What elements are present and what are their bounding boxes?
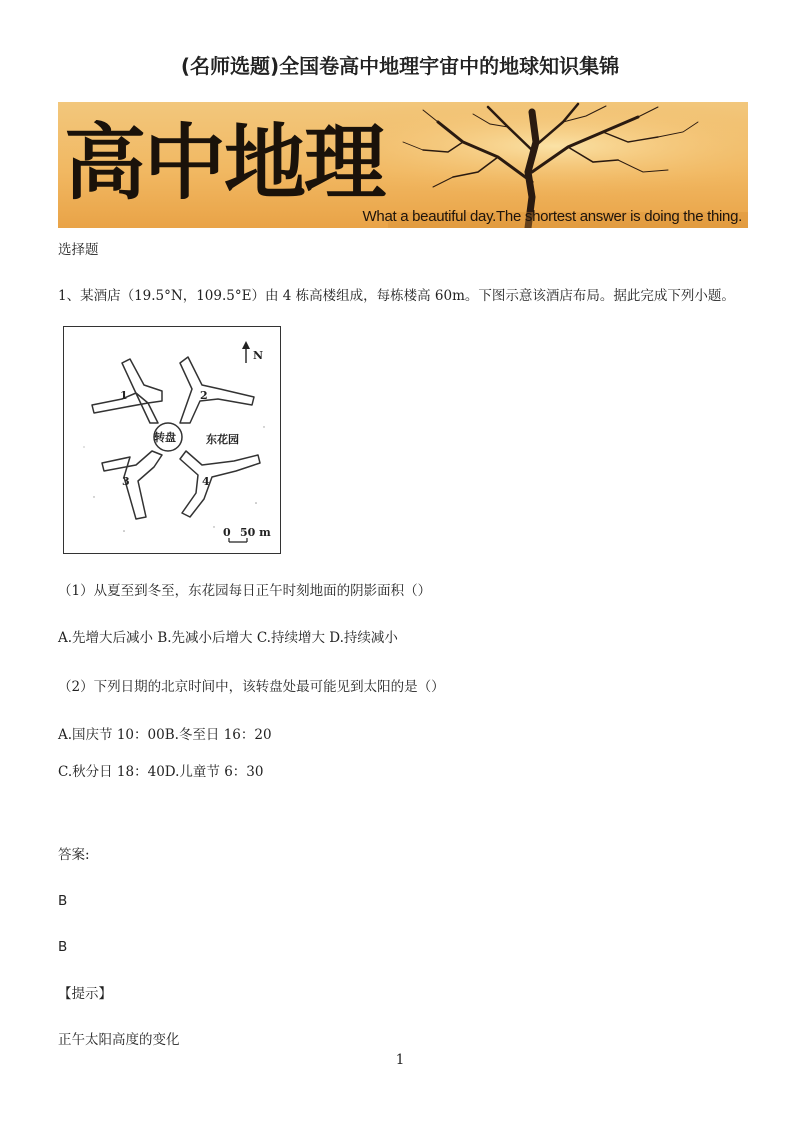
banner-caption: What a beautiful day.The shortest answer is doing the thing. bbox=[362, 208, 742, 225]
hint-text: 正午太阳高度的变化 bbox=[58, 1032, 180, 1048]
subquestion-2-prompt: （2）下列日期的北京时间中，该转盘处最可能见到太阳的是（） bbox=[58, 679, 445, 695]
scale-value-label: 50 m bbox=[240, 526, 271, 539]
hint-label: 【提示】 bbox=[58, 986, 112, 1002]
subquestion-1-options: A.先增大后减小 B.先减小后增大 C.持续增大 D.持续减小 bbox=[58, 630, 398, 646]
building-4-shape bbox=[180, 451, 260, 517]
answer-2: B bbox=[58, 939, 68, 955]
building-2-label: 2 bbox=[200, 389, 208, 402]
building-3-label: 3 bbox=[122, 475, 130, 488]
subquestion-1-prompt: （1）从夏至到冬至，东花园每日正午时刻地面的阴影面积（） bbox=[58, 583, 432, 599]
banner-heading: 高中地理 bbox=[64, 115, 385, 211]
subquestion-2-options-line1: A.国庆节 10：00B.冬至日 16：20 bbox=[58, 727, 272, 743]
page-number: 1 bbox=[395, 1052, 405, 1068]
document-title: (名师选题)全国卷高中地理宇宙中的地球知识集锦 bbox=[180, 54, 620, 78]
building-1-label: 1 bbox=[120, 389, 128, 402]
header-banner bbox=[58, 102, 748, 228]
east-garden-label: 东花园 bbox=[206, 433, 239, 446]
hotel-layout-figure bbox=[63, 326, 281, 554]
subquestion-2-options-line2: C.秋分日 18：40D.儿童节 6：30 bbox=[58, 764, 264, 780]
answer-label: 答案: bbox=[58, 847, 90, 863]
section-label: 选择题 bbox=[58, 242, 99, 258]
answer-1: B bbox=[58, 893, 68, 909]
building-3-shape bbox=[102, 451, 162, 519]
building-4-label: 4 bbox=[202, 475, 210, 488]
question-stem: 1、某酒店（19.5°N，109.5°E）由 4 栋高楼组成，每栋楼高 60m。下图示意该酒店布局。据此完成下列小题。 bbox=[58, 288, 735, 304]
roundabout-label: 转盘 bbox=[154, 431, 176, 444]
north-label: N bbox=[253, 349, 264, 362]
scale-zero-label: 0 bbox=[223, 526, 231, 539]
building-2-shape bbox=[180, 357, 254, 423]
